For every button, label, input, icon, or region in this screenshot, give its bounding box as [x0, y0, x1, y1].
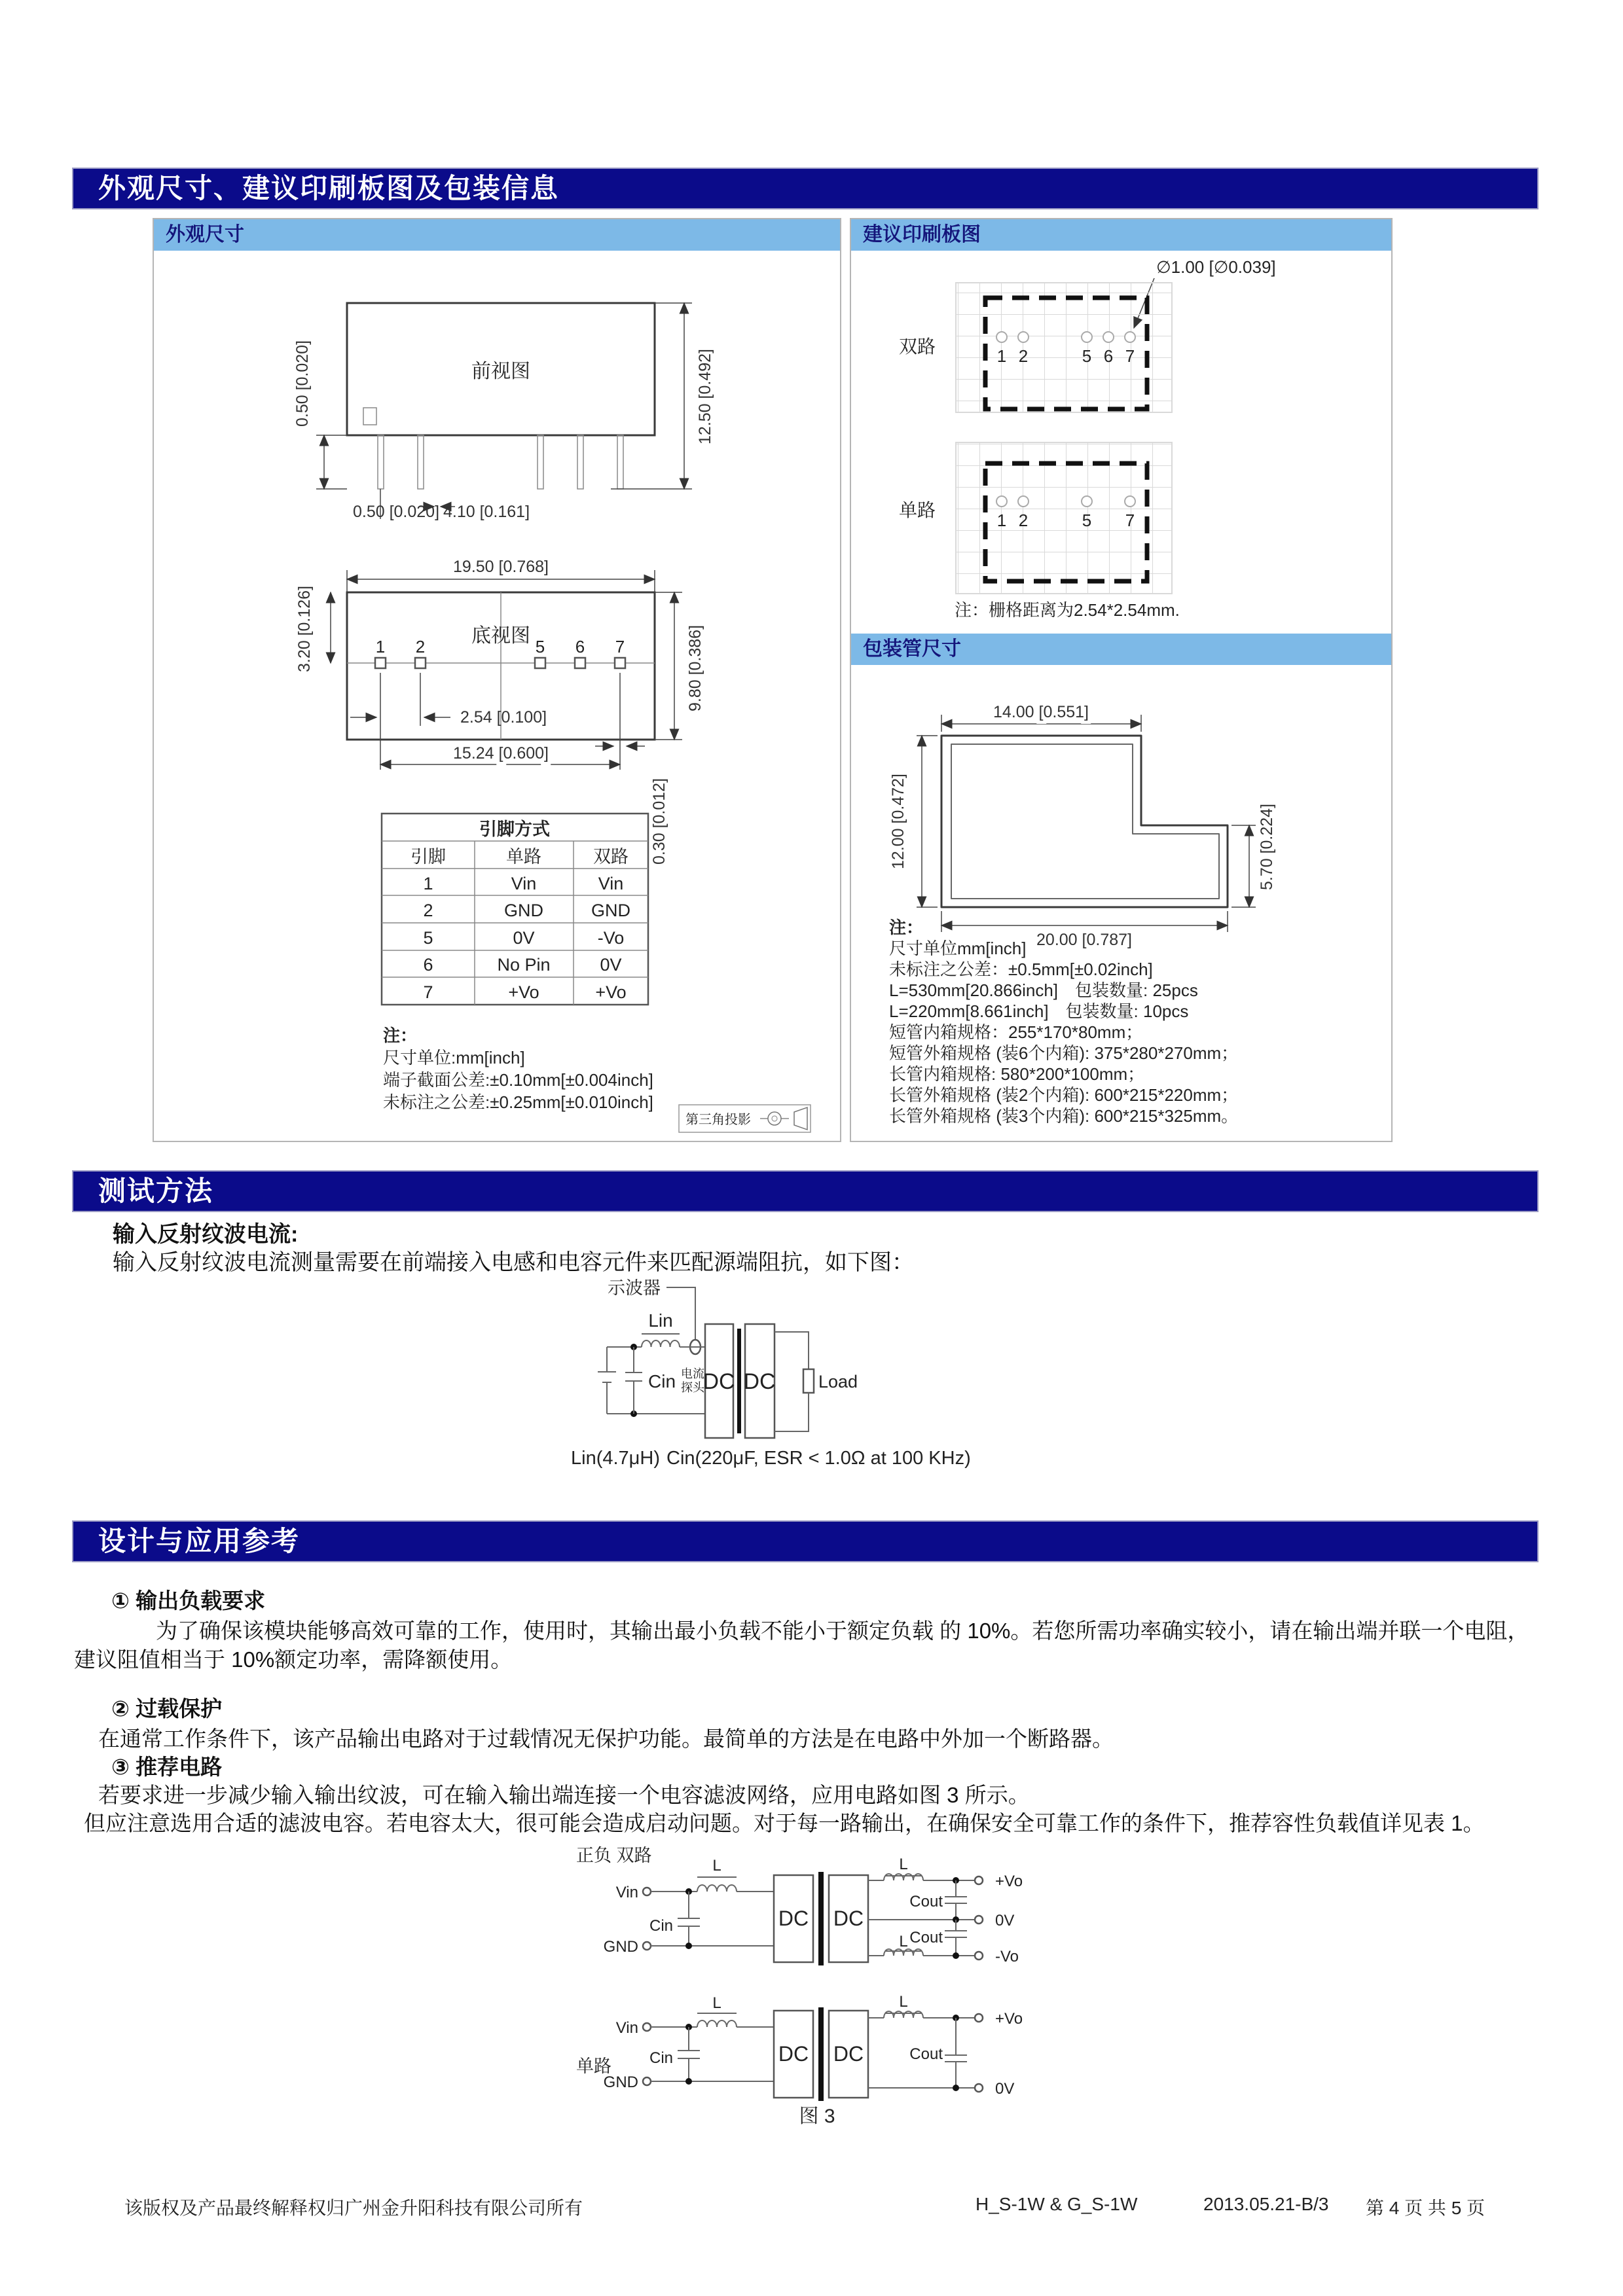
- projection-label: 第三角投影: [685, 1113, 751, 1127]
- section-title: 测试方法: [98, 1175, 214, 1206]
- single-circuit-label: 单路: [576, 2056, 611, 2076]
- item-title: 输出负载要求: [136, 1588, 266, 1613]
- item-number: ③: [111, 1755, 130, 1779]
- dim-width: 19.50 [0.768]: [453, 558, 549, 576]
- note-line: 长管内箱规格: 580*200*100mm；: [889, 1064, 1145, 1084]
- front-view-pins: [378, 435, 623, 489]
- oscilloscope-label: 示波器: [608, 1278, 661, 1298]
- current-probe-label: 探头: [681, 1381, 704, 1394]
- gnd-label: GND: [603, 2073, 638, 2091]
- outline-panel-header: [154, 219, 840, 251]
- zero-output-label: 0V: [995, 1912, 1015, 1929]
- table-cell: Vin: [511, 874, 537, 893]
- table-cell: GND: [591, 901, 630, 920]
- zero-output-label: 0V: [995, 2080, 1015, 2098]
- pos-output-label: +Vo: [995, 1873, 1023, 1890]
- dual-output-circuit: [576, 1846, 1023, 1965]
- figure3-circuits: [563, 1839, 1048, 2140]
- figure3-caption: 图 3: [799, 2106, 835, 2127]
- tube-panel-title: 包装管尺寸: [863, 638, 961, 660]
- pin-number: 5: [535, 637, 545, 656]
- table-cell: Vin: [598, 874, 624, 893]
- pin-table: [382, 814, 648, 1005]
- lin-label: Lin: [648, 1310, 673, 1331]
- front-view-label: 前视图: [471, 361, 530, 382]
- note-line: 端子截面公差:±0.10mm[±0.004inch]: [383, 1070, 653, 1090]
- table-cell: +Vo: [508, 982, 539, 1002]
- note-line: 短管外箱规格 (装6个内箱): 375*280*270mm；: [889, 1043, 1239, 1063]
- single-pin: 5: [1082, 511, 1092, 530]
- outline-drawing: [153, 249, 841, 1142]
- dual-pin: 2: [1018, 346, 1029, 366]
- design-item1-heading: [111, 1584, 265, 1615]
- table-cell: 0V: [600, 955, 622, 975]
- vin-label: Vin: [615, 2019, 638, 2037]
- dc-label: DC: [833, 2042, 864, 2066]
- dim-pin-length: 4.10 [0.161]: [443, 503, 530, 521]
- projection-badge: [679, 1105, 811, 1132]
- pin-number: 1: [375, 637, 386, 656]
- pin-table-header: 引脚: [410, 847, 446, 867]
- cin-label: Cin: [649, 2049, 673, 2067]
- l-label: L: [712, 1857, 721, 1874]
- dim-front-right: 12.50 [0.492]: [696, 349, 714, 444]
- dc-label: DC: [833, 1907, 864, 1930]
- outline-notes: [383, 1026, 653, 1112]
- section-header-test: [72, 1170, 1539, 1212]
- note-line: 尺寸单位mm[inch]: [889, 939, 1027, 958]
- pin-number: 6: [575, 637, 585, 656]
- pin-table-title: 引脚方式: [479, 819, 550, 839]
- section-title: 设计与应用参考: [98, 1526, 301, 1556]
- single-pin: 7: [1125, 511, 1135, 530]
- design-item3-line1: 若要求进一步减少输入输出纹波，可在输入输出端连接一个电容滤波网络，应用电路如图 3 所示。: [98, 1783, 1030, 1807]
- gnd-label: GND: [603, 1938, 638, 1956]
- design-item2-heading: [111, 1692, 222, 1723]
- dc-label: DC: [702, 1369, 735, 1394]
- note-line: L=220mm[8.661inch] 包装数量: 10pcs: [889, 1001, 1189, 1021]
- width-dim: [347, 558, 655, 592]
- dim-span: 15.24 [0.600]: [453, 744, 549, 762]
- dual-circuit-label: 正负 双路: [576, 1846, 652, 1865]
- dual-grid-label: 双路: [899, 336, 936, 357]
- footer-revision: 2013.05.21-B/3: [1203, 2194, 1329, 2214]
- cin-label: Cin: [649, 1917, 673, 1935]
- projection-circle-icon: [768, 1112, 781, 1125]
- tube-dim-right: 5.70 [0.224]: [1258, 803, 1276, 891]
- note-line: 长管外箱规格 (装2个内箱): 600*215*220mm；: [889, 1085, 1239, 1105]
- dual-pin: 7: [1125, 346, 1135, 366]
- table-cell: GND: [504, 901, 543, 920]
- cin-label: Cin: [648, 1371, 676, 1391]
- table-cell: 0V: [513, 928, 535, 948]
- item-title: 过载保护: [136, 1696, 223, 1721]
- dim-pin-offset: 0.50 [0.020]: [352, 503, 440, 521]
- design-item1-line2: 建议阻值相当于 10%额定功率，需降额使用。: [74, 1647, 513, 1672]
- note-line: 未标注之公差:±0.25mm[±0.010inch]: [383, 1092, 653, 1112]
- tube-dim-bottom: 20.00 [0.787]: [1036, 931, 1132, 949]
- footer-page-number: 第 4 页 共 5 页: [1366, 2198, 1486, 2218]
- dc-label: DC: [743, 1369, 776, 1394]
- single-grid-label: 单路: [899, 500, 936, 520]
- item-number: ①: [111, 1588, 130, 1613]
- outline-panel-title: 外观尺寸: [166, 224, 244, 245]
- table-cell: 2: [423, 901, 433, 920]
- design-item1-line1: 为了确保该模块能够高效可靠的工作，使用时，其输出最小负载不能小于额定负载 的 10%。若您所需功率确实较小，请在输出端并联一个电阻，: [156, 1619, 1529, 1643]
- input-network: [598, 1310, 705, 1417]
- item-number: ②: [111, 1696, 130, 1721]
- tube-dim-top: 14.00 [0.551]: [993, 703, 1089, 721]
- test-desc: 输入反射纹波电流测量需要在前端接入电感和电容元件来匹配源端阻抗，如下图：: [113, 1250, 914, 1275]
- pin-table-header: 双路: [593, 847, 629, 867]
- cout-label: Cout: [909, 1893, 943, 1910]
- neg-output-label: -Vo: [995, 1948, 1019, 1965]
- front-view: [293, 303, 714, 521]
- section-title: 外观尺寸、建议印刷板图及包装信息: [98, 173, 560, 204]
- test-circuit: [570, 1273, 971, 1469]
- section-header-design: [72, 1520, 1539, 1562]
- l-label: L: [712, 1994, 721, 2012]
- test-heading: 输入反射纹波电流:: [113, 1222, 299, 1247]
- design-item2-line1: 在通常工作条件下，该产品输出电路对于过载情况无保护功能。最简单的方法是在电路中外加一个断路器。: [98, 1727, 1114, 1751]
- pcb-panel-title: 建议印刷板图: [863, 224, 981, 245]
- pcb-layout-drawing: [850, 249, 1391, 632]
- current-probe-label: 电流: [681, 1367, 704, 1380]
- note-line: 未标注之公差：±0.5mm[±0.02inch]: [889, 960, 1153, 979]
- note-line: L=530mm[20.866inch] 包装数量: 25pcs: [889, 980, 1198, 1000]
- dual-pin: 6: [1103, 346, 1114, 366]
- design-item3-line2: 但应注意选用合适的滤波电容。若电容太大，很可能会造成启动问题。对于每一路输出，在确保安全可靠工作的条件下，推荐容性负载值详见表 1。: [84, 1811, 1485, 1835]
- pcb-panel-header: [851, 219, 1391, 251]
- tube-outline: [941, 736, 1228, 907]
- footer-model: H_S-1W & G_S-1W: [976, 2194, 1138, 2214]
- test-caption-lin: Lin(4.7μH): [571, 1448, 660, 1469]
- vin-label: Vin: [615, 1884, 638, 1901]
- dim-pin-thickness: 0.30 [0.012]: [650, 778, 668, 865]
- table-cell: 5: [423, 928, 433, 948]
- dc-label: DC: [778, 2042, 809, 2066]
- single-output-circuit: [576, 1993, 1023, 2101]
- pin-number: 2: [415, 637, 426, 656]
- dim-front-left: 0.50 [0.020]: [293, 340, 312, 427]
- dual-pin: 1: [996, 346, 1007, 366]
- table-cell: 1: [423, 874, 433, 893]
- note-line: 短管内箱规格：255*170*80mm；: [889, 1022, 1143, 1042]
- bottom-view-label: 底视图: [471, 625, 530, 647]
- table-cell: 7: [423, 982, 433, 1002]
- note-line: 注：: [383, 1026, 418, 1045]
- l-label: L: [899, 1856, 908, 1873]
- pin-number: 7: [615, 637, 625, 656]
- dcdc-module: [702, 1324, 775, 1438]
- hole-diameter-label: ∅1.00 [∅0.039]: [1156, 257, 1276, 277]
- single-grid: [899, 442, 1172, 594]
- dim-bottom-left: 3.20 [0.126]: [295, 585, 314, 673]
- design-item3-heading: [111, 1750, 222, 1781]
- table-cell: -Vo: [597, 928, 625, 948]
- l-label: L: [899, 1993, 908, 2011]
- note-line: 尺寸单位:mm[inch]: [383, 1048, 525, 1067]
- dual-grid: [899, 283, 1172, 412]
- load-label: Load: [818, 1372, 858, 1391]
- grid-note: 注：栅格距离为2.54*2.54mm.: [955, 600, 1180, 620]
- table-cell: +Vo: [595, 982, 627, 1002]
- single-pin: 2: [1018, 511, 1029, 530]
- note-line: 注：: [889, 918, 924, 937]
- l-label: L: [899, 1933, 908, 1950]
- tube-panel-header: [851, 634, 1391, 665]
- load-branch: [775, 1332, 858, 1431]
- dc-label: DC: [778, 1907, 809, 1930]
- dim-bottom-right: 9.80 [0.386]: [686, 624, 704, 712]
- dim-pitch: 2.54 [0.100]: [460, 708, 547, 726]
- table-cell: No Pin: [497, 955, 551, 975]
- note-line: 长管外箱规格 (装3个内箱): 600*215*325mm。: [889, 1106, 1239, 1126]
- cout-label: Cout: [909, 1929, 943, 1946]
- test-caption-cin: Cin(220μF, ESR < 1.0Ω at 100 KHz): [666, 1448, 971, 1469]
- tube-drawing: [850, 664, 1391, 1142]
- tube-dim-left: 12.00 [0.472]: [889, 774, 907, 869]
- section-header-outline: [72, 168, 1539, 209]
- dual-pin: 5: [1082, 346, 1092, 366]
- item-title: 推荐电路: [136, 1755, 223, 1779]
- single-pin: 1: [996, 511, 1007, 530]
- pin-table-header: 单路: [506, 847, 541, 867]
- cout-label: Cout: [909, 2045, 943, 2063]
- footer-copyright: 该版权及产品最终解释权归广州金升阳科技有限公司所有: [124, 2198, 583, 2218]
- table-cell: 6: [423, 955, 433, 975]
- pos-output-label: +Vo: [995, 2010, 1023, 2028]
